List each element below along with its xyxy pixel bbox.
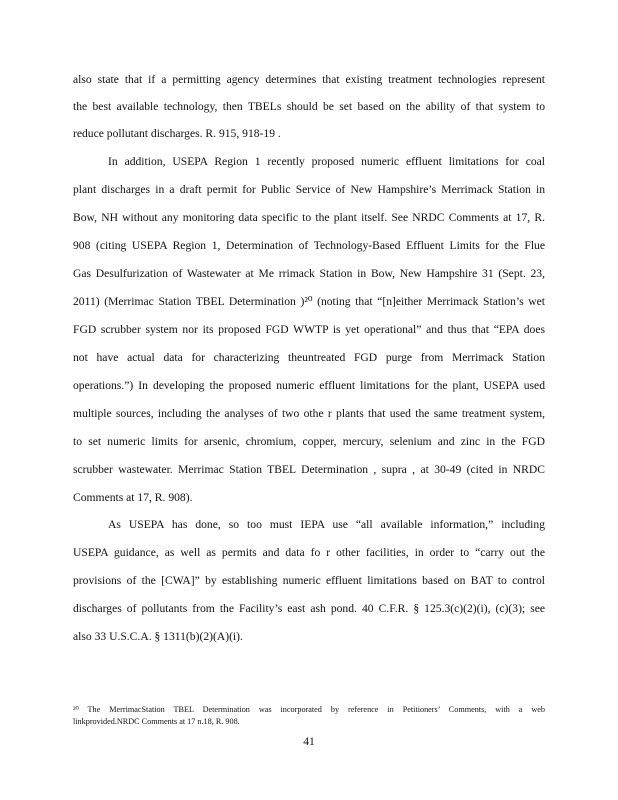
body-line: discharges of pollutants from the Facility’s east ash pond. 40 C.F.R. § 125.3(c)(2)(i), (c)(3); see [73, 602, 545, 615]
footnote-line: linkprovided.NRDC Comments at 17 n.18, R. 908. [73, 717, 240, 726]
footnote-line: ²⁰ The MerrimacStation TBEL Determination was incorporated by reference in Petitioners’ Comments, with a web [73, 705, 545, 714]
paragraph-first-line: In addition, USEPA Region 1 recently proposed numeric effluent limitations for coal [108, 155, 545, 168]
page-number: 41 [303, 735, 315, 748]
body-line: FGD scrubber system nor its proposed FGD WWTP is yet operational” and thus that “EPA does [73, 323, 545, 336]
body-line: Bow, NH without any monitoring data specific to the plant itself. See NRDC Comments at 17, R. [73, 211, 545, 224]
body-line: scrubber wastewater. Merrimac Station TBEL Determination , supra , at 30-49 (cited in NRDC [73, 463, 545, 476]
body-line: also state that if a permitting agency determines that existing treatment technologies represent [73, 73, 545, 86]
body-line: Comments at 17, R. 908). [73, 491, 193, 504]
body-line: USEPA guidance, as well as permits and data fo r other facilities, in order to “carry out the [73, 546, 545, 559]
paragraph-first-line: As USEPA has done, so too must IEPA use “all available information,” including [108, 518, 545, 531]
body-line: plant discharges in a draft permit for Public Service of New Hampshire’s Merrimack Station in [73, 183, 545, 196]
body-line: reduce pollutant discharges. R. 915, 918-19 . [73, 127, 281, 140]
body-line: provisions of the [CWA]” by establishing numeric effluent limitations based on BAT to control [73, 574, 545, 587]
body-line: to set numeric limits for arsenic, chromium, copper, mercury, selenium and zinc in the FGD [73, 435, 545, 448]
body-line: not have actual data for characterizing theuntreated FGD purge from Merrimack Station [73, 351, 545, 364]
body-line: multiple sources, including the analyses of two othe r plants that used the same treatment system, [73, 407, 545, 420]
body-line: operations.”) In developing the proposed numeric effluent limitations for the plant, USEPA used [73, 379, 545, 392]
body-line: the best available technology, then TBELs should be set based on the ability of that system to [73, 100, 545, 113]
body-line: 2011) (Merrimac Station TBEL Determination )²⁰ (noting that “[n]either Merrimack Station’s wet [73, 295, 545, 308]
body-line: also 33 U.S.C.A. § 1311(b)(2)(A)(i). [73, 630, 243, 643]
body-line: Gas Desulfurization of Wastewater at Me rrimack Station in Bow, New Hampshire 31 (Sept. 23, [73, 267, 545, 280]
body-line: 908 (citing USEPA Region 1, Determination of Technology-Based Effluent Limits for the Flue [73, 239, 545, 252]
